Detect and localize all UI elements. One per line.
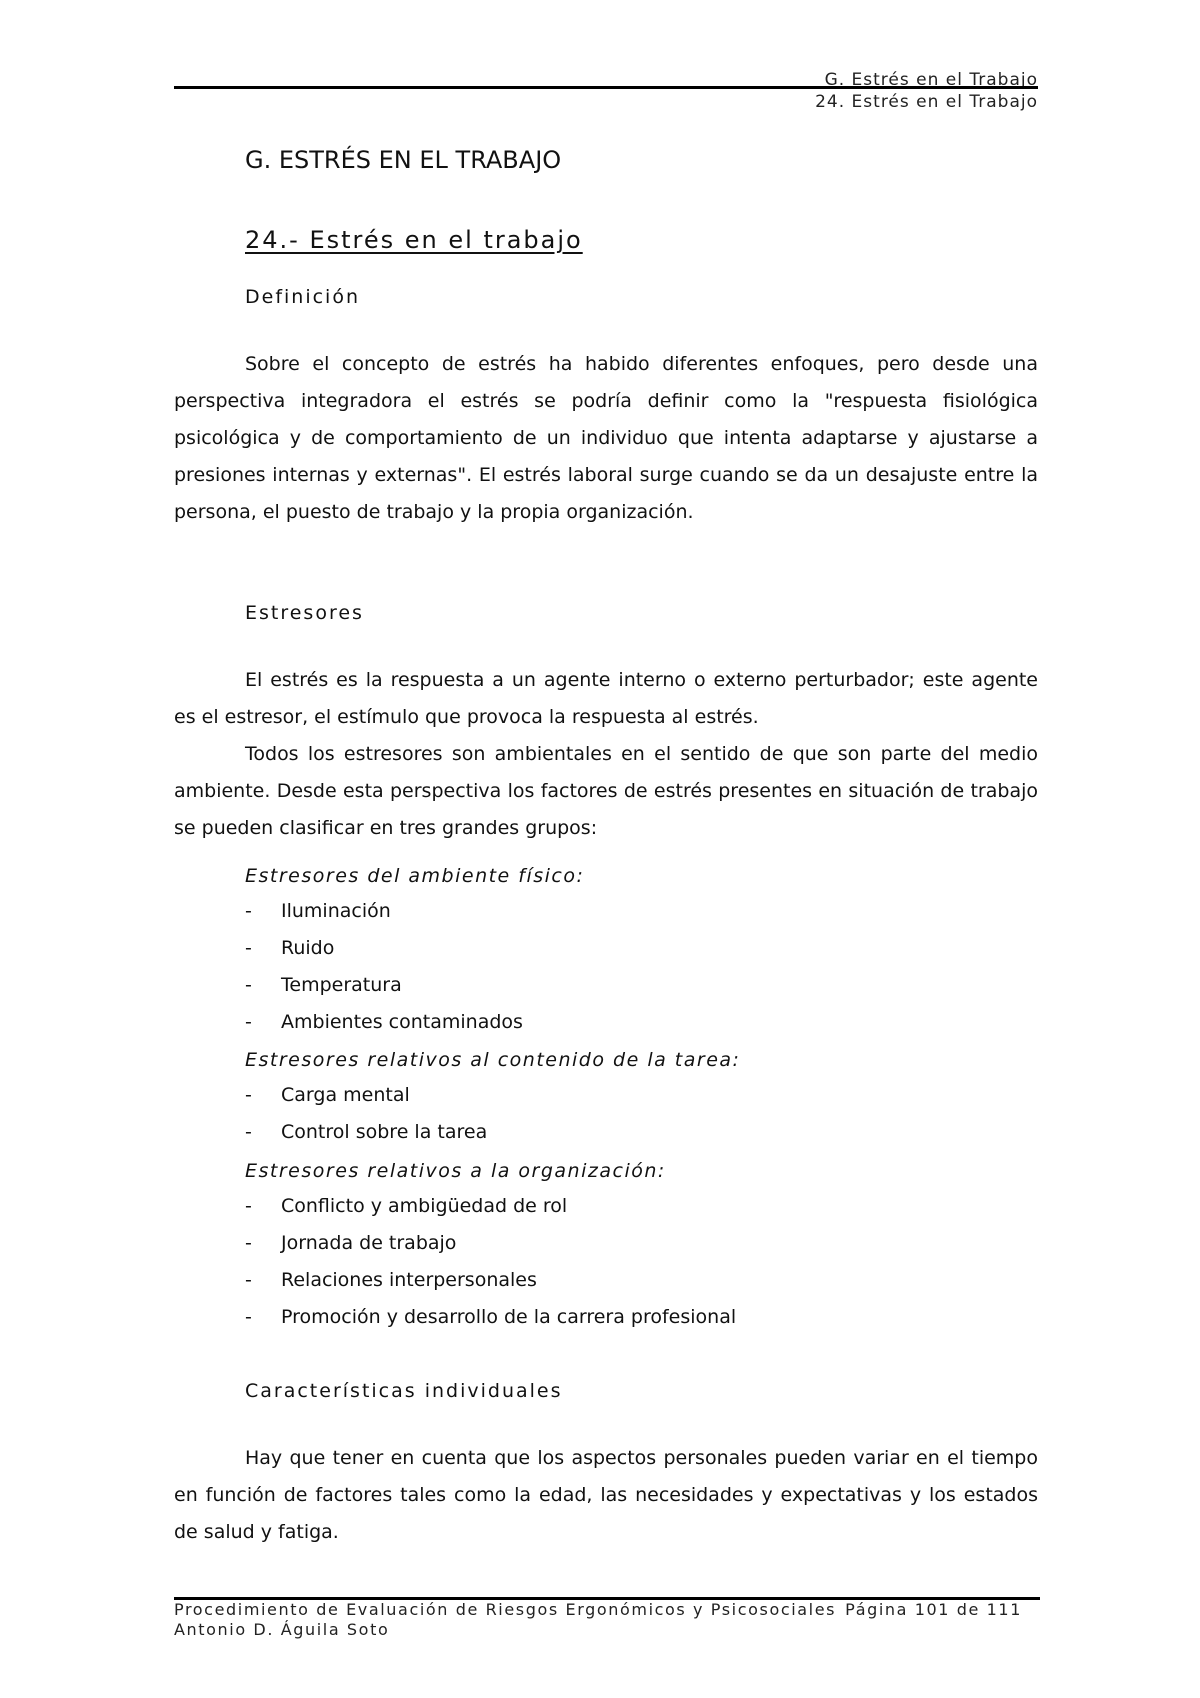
list-item: - Control sobre la tarea	[245, 1114, 487, 1151]
list-item: - Promoción y desarrollo de la carrera profesional	[245, 1299, 736, 1336]
list-dash: -	[245, 1269, 252, 1291]
list-item: - Temperatura	[245, 967, 523, 1004]
running-header-chapter: G. Estrés en el Trabajo	[824, 70, 1038, 90]
subheading-caracteristicas: Características individuales	[245, 1380, 563, 1402]
list-item: - Jornada de trabajo	[245, 1225, 736, 1262]
list-organizacion	[245, 1188, 736, 1336]
paragraph-estresores-2: Todos los estresores son ambientales en el sentido de que son parte del medio ambiente. Desde esta perspectiva los factores de estrés presentes en situación de trabajo se pueden clasificar en tres grandes grupos:	[174, 743, 1038, 839]
group-title-contenido-tarea: Estresores relativos al contenido de la tarea:	[245, 1049, 741, 1071]
group-title-ambiente-fisico: Estresores del ambiente físico:	[245, 865, 585, 887]
subheading-estresores: Estresores	[245, 602, 364, 624]
header-rule	[174, 86, 1038, 89]
list-item: - Relaciones interpersonales	[245, 1262, 736, 1299]
list-dash: -	[245, 1121, 252, 1143]
list-dash: -	[245, 1232, 252, 1254]
list-dash: -	[245, 974, 252, 996]
list-item: - Ruido	[245, 930, 523, 967]
subheading-definicion: Definición	[245, 286, 360, 308]
list-dash: -	[245, 900, 252, 922]
list-dash: -	[245, 1084, 252, 1106]
list-item: - Ambientes contaminados	[245, 1004, 523, 1041]
list-item: - Conflicto y ambigüedad de rol	[245, 1188, 736, 1225]
list-contenido-tarea	[245, 1077, 487, 1151]
list-dash: -	[245, 1011, 252, 1033]
paragraph-caracteristicas: Hay que tener en cuenta que los aspectos personales pueden variar en el tiempo en función de factores tales como la edad, las necesidades y expectativas y los estados de salud y fatiga.	[174, 1447, 1038, 1543]
group-title-organizacion: Estresores relativos a la organización:	[245, 1160, 666, 1182]
running-header-section: 24. Estrés en el Trabajo	[815, 92, 1038, 112]
chapter-title: G. ESTRÉS EN EL TRABAJO	[245, 146, 562, 174]
list-dash: -	[245, 937, 252, 959]
list-ambiente-fisico	[245, 893, 523, 1041]
list-item: - Carga mental	[245, 1077, 487, 1114]
paragraph-estresores-1: El estrés es la respuesta a un agente interno o externo perturbador; este agente es el estresor, el estímulo que provoca la respuesta al estrés.	[174, 669, 1038, 728]
section-title: 24.- Estrés en el trabajo	[245, 226, 583, 254]
paragraph-definicion: Sobre el concepto de estrés ha habido diferentes enfoques, pero desde una perspectiva integradora el estrés se podría definir como la "respuesta fisiológica psicológica y de comportamiento de un individuo que intenta adaptarse y ajustarse a presiones internas y externas". El estrés laboral surge cuando se da un desajuste entre la persona, el puesto de trabajo y la propia organización.	[174, 353, 1038, 523]
footer-document-title: Procedimiento de Evaluación de Riesgos Ergonómicos y Psicosociales	[174, 1600, 837, 1619]
footer-author: Antonio D. Águila Soto	[174, 1620, 390, 1639]
list-item: - Iluminación	[245, 893, 523, 930]
list-dash: -	[245, 1306, 252, 1328]
list-dash: -	[245, 1195, 252, 1217]
footer-page-number: Página 101 de 111	[845, 1600, 1022, 1619]
